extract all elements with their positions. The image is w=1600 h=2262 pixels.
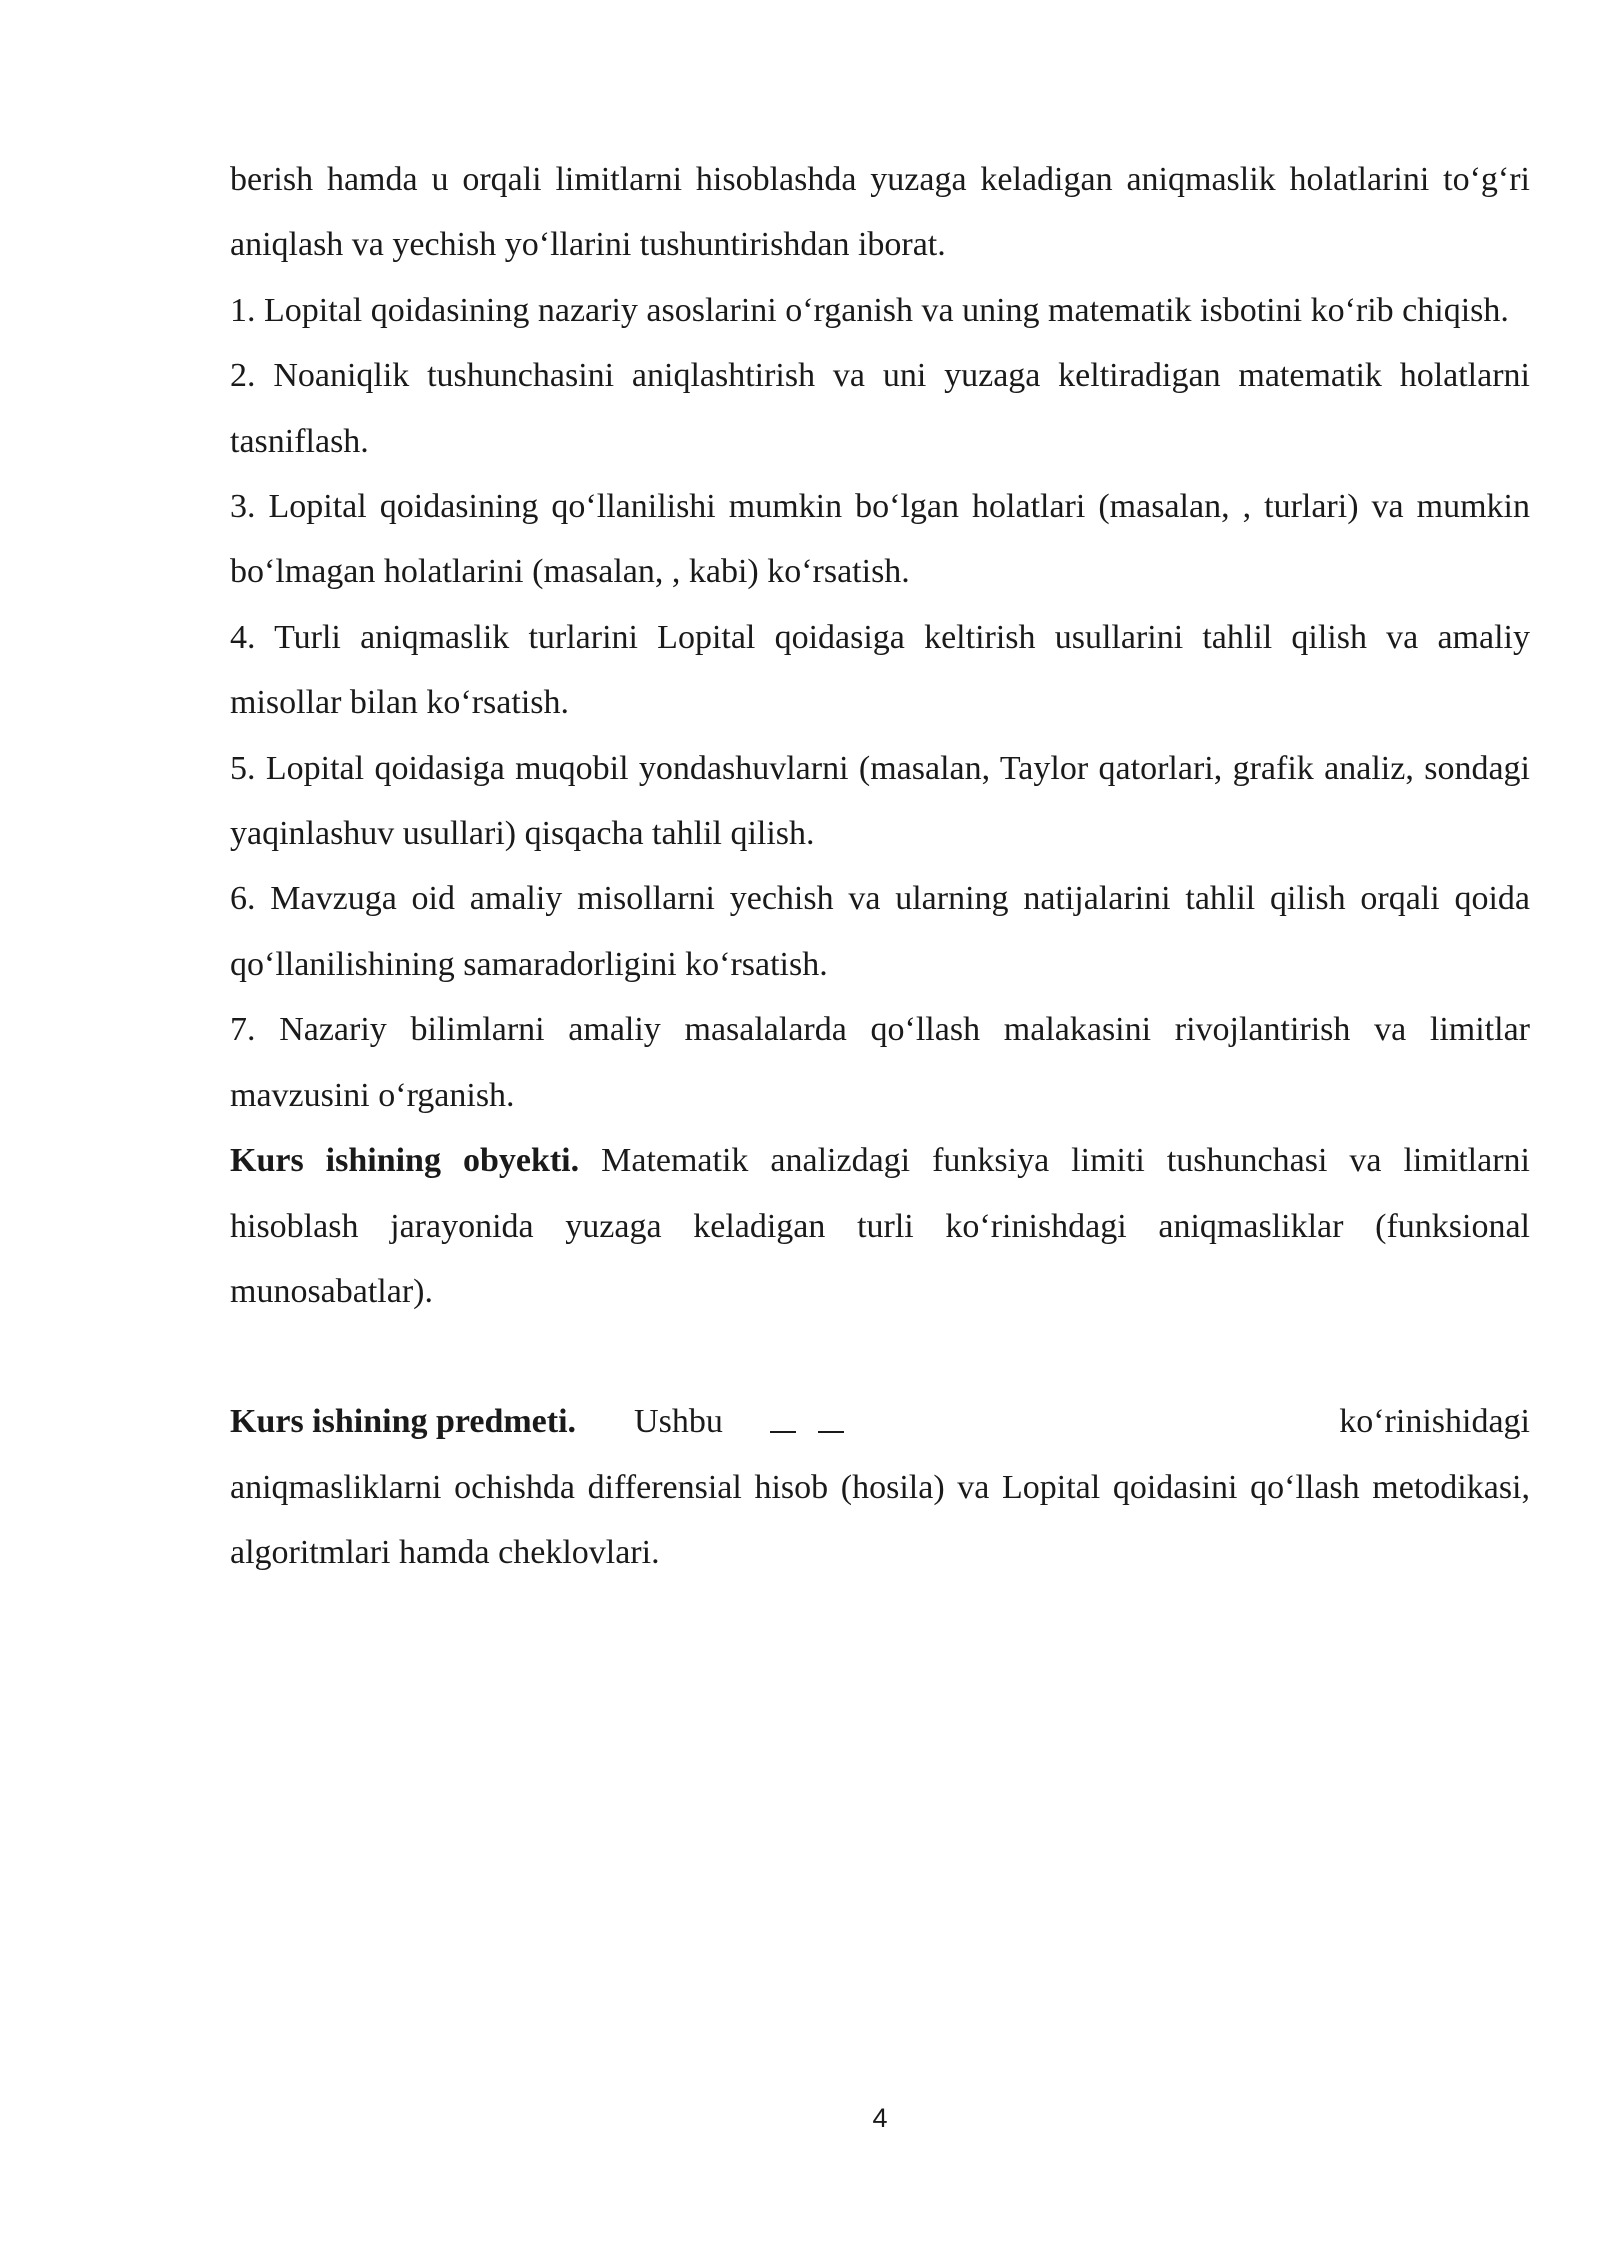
- object-paragraph: [230, 1128, 1530, 1324]
- list-item-4: 4. Turli aniqmaslik turlarini Lopital qoidasiga keltirish usullarini tahlil qilish va amaliy misollar bilan ko‘rsatish.: [230, 618, 1530, 722]
- dash-mark: [770, 1431, 796, 1433]
- list-item-7: 7. Nazariy bilimlarni amaliy masalalarda qo‘llash malakasini rivojlantirish va limitlar mavzusini o‘rganish.: [230, 1011, 1530, 1114]
- page-number: 4: [872, 2103, 888, 2133]
- list-item-1: 1. Lopital qoidasining nazariy asoslarini o‘rganish va uning matematik isbotini ko‘rib chiqish.: [230, 291, 1509, 329]
- page-body: [230, 147, 1530, 1586]
- subject-text: aniqmasliklarni ochishda differensial hisob (hosila) va Lopital qoidasini qo‘llash metodikasi, algoritmlari hamda cheklovlari.: [230, 1468, 1530, 1572]
- list-item-5: 5. Lopital qoidasiga muqobil yondashuvlarni (masalan, Taylor qatorlari, grafik analiz, sondagi yaqinlashuv usullari) qisqacha tahlil qilish.: [230, 749, 1530, 853]
- subject-lead-group: [230, 1389, 723, 1454]
- subject-first-line: [230, 1389, 1530, 1454]
- object-text: Matematik analizdagi funksiya limiti tushunchasi va limitlarni hisoblash jarayonida yuzaga keladigan turli ko‘rinishdagi aniqmasliklar (funksional munosabatlar).: [230, 1142, 1530, 1310]
- subject-lead: Ushbu: [634, 1403, 723, 1441]
- list-item-2: 2. Noaniqlik tushunchasini aniqlashtirish va uni yuzaga keltiradigan matematik holatlarni tasniflash.: [230, 357, 1530, 460]
- list-item-6: 6. Mavzuga oid amaliy misollarni yechish va ularning natijalarini tahlil qilish orqali qoida qo‘llanilishining samaradorligini ko‘rsatish.: [230, 880, 1530, 983]
- formula-gap: [230, 1324, 1530, 1389]
- subject-trail: ko‘rinishidagi: [1339, 1403, 1530, 1441]
- dash-mark: [818, 1431, 844, 1433]
- list-item-3: 3. Lopital qoidasining qo‘llanilishi mumkin bo‘lgan holatlari (masalan, , turlari) va mumkin bo‘lmagan holatlarini (masalan, , kabi) ko‘rsatish.: [230, 488, 1530, 591]
- subject-label: Kurs ishining predmeti.: [230, 1403, 577, 1441]
- intro-paragraph: berish hamda u orqali limitlarni hisoblashda yuzaga keladigan aniqmaslik holatlarini to‘g‘ri aniqlash va yechish yo‘llarini tushuntirishdan iborat.: [230, 161, 1530, 264]
- object-label: Kurs ishining obyekti.: [230, 1142, 580, 1180]
- formula-placeholder-dashes: [770, 1413, 844, 1447]
